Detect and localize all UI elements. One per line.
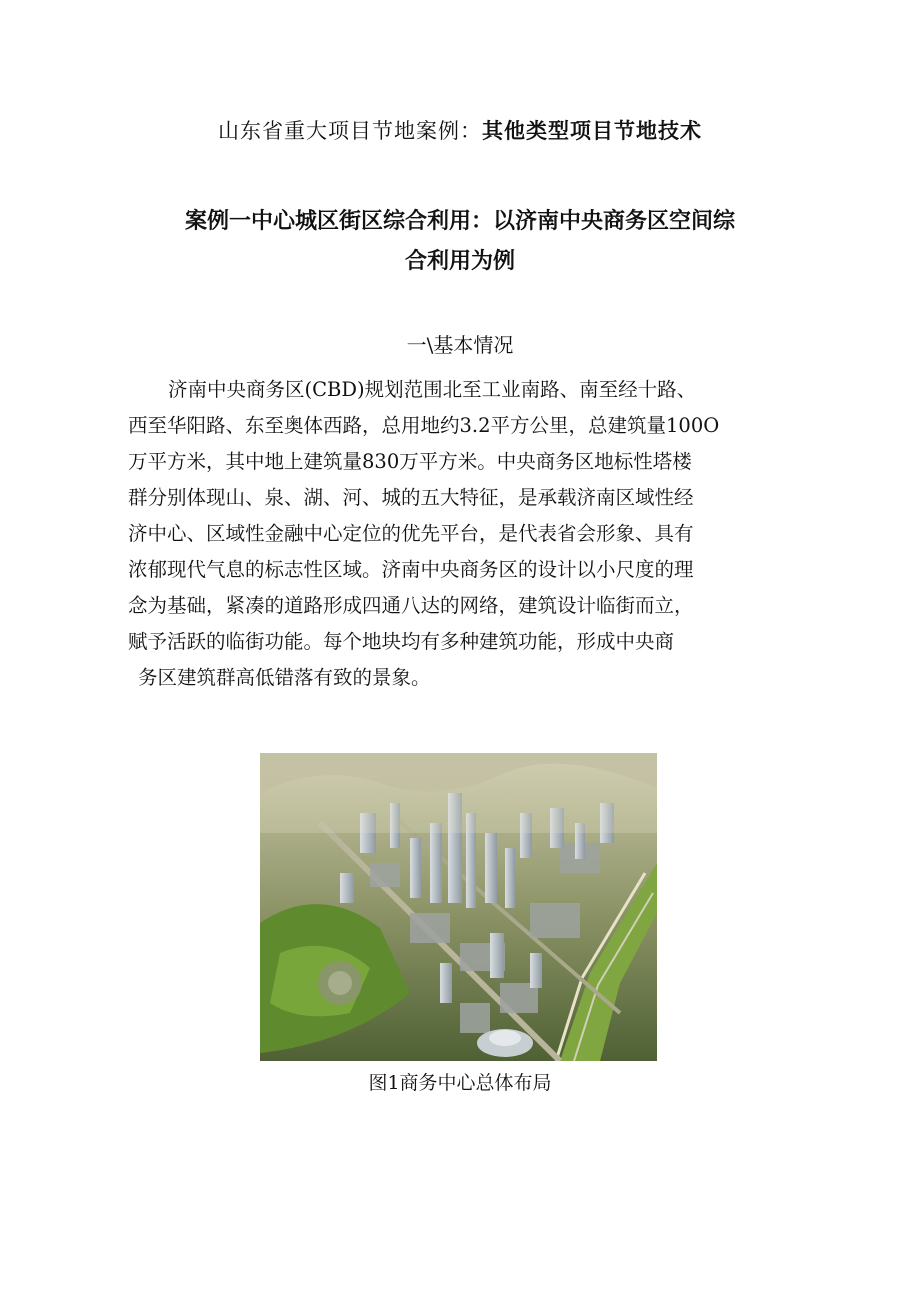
body-paragraph	[128, 372, 808, 696]
case-title-line-2: 合利用为例	[404, 249, 515, 274]
document-title-part-a: 山东省重大项目节地案例：	[218, 119, 482, 143]
paragraph-line: 群分别体现山、泉、湖、河、城的五大特征，是承载济南区域性经	[128, 486, 694, 509]
paragraph-line: 赋予活跃的临街功能。每个地块均有多种建筑功能，形成中央商	[128, 630, 675, 653]
document-title	[0, 116, 920, 146]
paragraph-line: 济中心、区域性金融中心定位的优先平台，是代表省会形象、具有	[128, 522, 694, 545]
paragraph-line: 务区建筑群高低错落有致的景象。	[138, 666, 431, 689]
paragraph-line: 念为基础，紧凑的道路形成四通八达的网络，建筑设计临街而立，	[128, 594, 694, 617]
paragraph-line: 浓郁现代气息的标志性区域。济南中央商务区的设计以小尺度的理	[128, 558, 694, 581]
document-title-part-b: 其他类型项目节地技术	[482, 119, 702, 143]
section-heading: 一\基本情况	[406, 333, 514, 357]
paragraph-line: 济南中央商务区(CBD)规划范围北至工业南路、南至经十路、	[168, 378, 697, 401]
case-title	[0, 202, 920, 282]
paragraph-line: 万平方米，其中地上建筑量830万平方米。中央商务区地标性塔楼	[128, 450, 692, 473]
cbd-aerial-rendering	[260, 753, 657, 1061]
figure-caption: 图1商务中心总体布局	[368, 1072, 552, 1094]
paragraph-line: 西至华阳路、东至奥体西路，总用地约3.2平方公里，总建筑量100O	[128, 414, 720, 437]
case-title-line-1: 案例一中心城区街区综合利用：以济南中央商务区空间综	[184, 209, 735, 234]
